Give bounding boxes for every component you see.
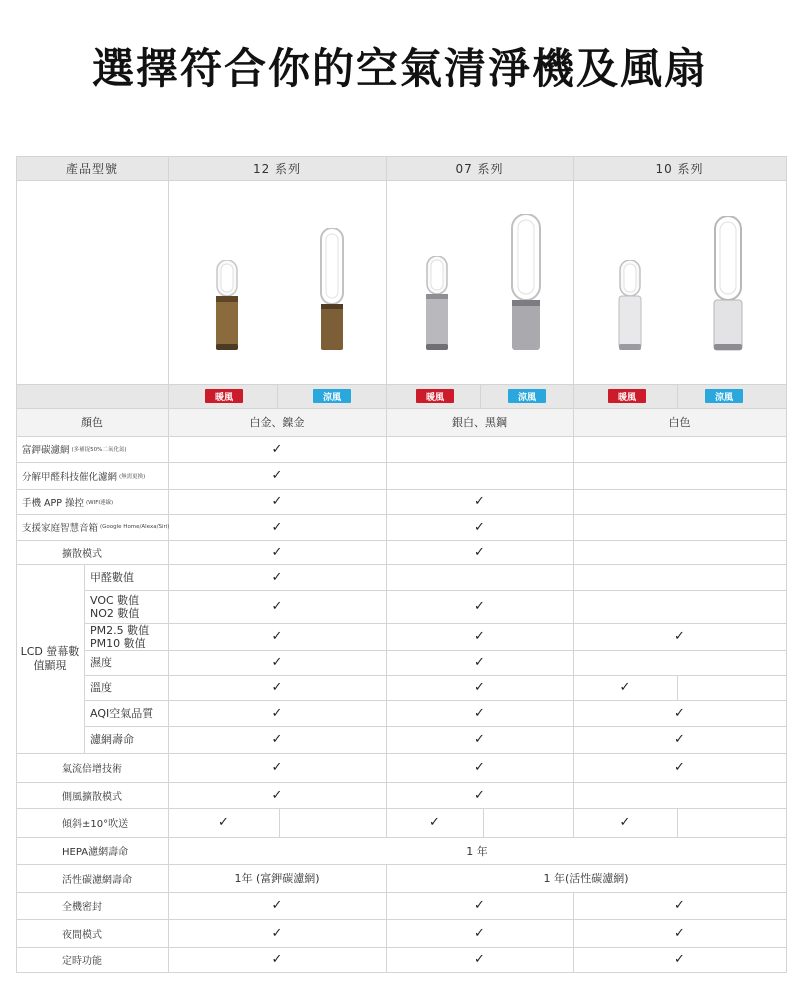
app-check-07: ✓ bbox=[474, 494, 485, 509]
diffuse-label: 擴散模式 bbox=[62, 548, 102, 560]
airflow-check-07: ✓ bbox=[474, 760, 485, 775]
side-diffuse-check-12: ✓ bbox=[271, 787, 283, 803]
side-diffuse-check-07: ✓ bbox=[474, 787, 485, 803]
hcho-label: 甲醛數值 bbox=[90, 570, 134, 584]
hcho-check-12: ✓ bbox=[271, 569, 283, 585]
smart-speaker-check-12: ✓ bbox=[271, 519, 283, 535]
night-check-07: ✓ bbox=[474, 925, 485, 941]
product-10-heat-image bbox=[616, 260, 644, 352]
comparison-table bbox=[16, 156, 787, 973]
diffuse-check-07: ✓ bbox=[474, 544, 485, 560]
night-check-12: ✓ bbox=[271, 925, 283, 941]
carbon-filter-label: 富鉀碳濾網 (多補捉50%二氧化氮) bbox=[22, 445, 127, 456]
mode-cool-12: 涼風 bbox=[313, 389, 351, 403]
humidity-check-12: ✓ bbox=[271, 655, 283, 670]
hepa-value: 1 年 bbox=[466, 844, 488, 858]
tilt-check-07-heat: ✓ bbox=[429, 815, 440, 830]
filter-life-check-10: ✓ bbox=[674, 732, 685, 747]
aqi-check-12: ✓ bbox=[271, 705, 283, 721]
temp-check-10-heat: ✓ bbox=[619, 680, 631, 695]
carbon-filter-check-12: ✓ bbox=[271, 441, 283, 457]
product-12-heat-image bbox=[213, 260, 241, 352]
formaldehyde-check-12: ✓ bbox=[271, 468, 283, 483]
mode-heat-12: 暖風 bbox=[205, 389, 243, 403]
sealed-check-07: ✓ bbox=[474, 898, 485, 913]
night-label: 夜間模式 bbox=[62, 929, 102, 941]
temp-label: 溫度 bbox=[90, 681, 112, 694]
product-07-heat-image bbox=[423, 256, 451, 352]
voc-check-07: ✓ bbox=[474, 599, 485, 614]
mode-cool-07: 涼風 bbox=[508, 389, 546, 403]
color-label: 顏色 bbox=[81, 416, 103, 429]
humidity-check-07: ✓ bbox=[474, 655, 485, 670]
temp-check-12: ✓ bbox=[271, 680, 283, 695]
product-07-cool-image bbox=[507, 214, 545, 352]
pm-label: PM2.5 數值 PM10 數值 bbox=[90, 623, 150, 650]
voc-label: VOC 數值 NO2 數值 bbox=[90, 593, 140, 620]
active-carbon-07-10: 1 年(活性碳濾網) bbox=[543, 872, 629, 885]
tilt-label: 傾斜±10°吹送 bbox=[62, 819, 129, 830]
airflow-label: 氣流倍增技術 bbox=[62, 764, 122, 775]
formaldehyde-label: 分解甲醛科技催化濾網 (無需更換) bbox=[22, 471, 146, 483]
pm-check-10: ✓ bbox=[674, 629, 685, 644]
filter-life-label: 濾網壽命 bbox=[90, 733, 134, 746]
filter-life-check-07: ✓ bbox=[474, 732, 485, 747]
mode-cool-10: 涼風 bbox=[705, 389, 743, 403]
page-title: 選擇符合你的空氣清淨機及風扇 bbox=[91, 44, 708, 93]
active-carbon-label: 活性碳濾網壽命 bbox=[62, 874, 132, 886]
humidity-label: 濕度 bbox=[90, 656, 112, 669]
temp-check-07: ✓ bbox=[474, 680, 485, 695]
night-check-10: ✓ bbox=[674, 925, 685, 941]
smart-speaker-check-07: ✓ bbox=[474, 519, 485, 535]
aqi-check-10: ✓ bbox=[674, 705, 685, 721]
sealed-check-12: ✓ bbox=[271, 898, 283, 913]
sealed-label: 全機密封 bbox=[62, 902, 102, 913]
hepa-label: HEPA濾網壽命 bbox=[62, 847, 129, 858]
sealed-check-10: ✓ bbox=[674, 898, 685, 913]
timer-label: 定時功能 bbox=[62, 956, 102, 967]
pm-check-07: ✓ bbox=[474, 629, 485, 644]
color-07: 銀白、黑鋼 bbox=[452, 416, 507, 429]
model-header: 產品型號 bbox=[65, 161, 118, 176]
app-label: 手機 APP 操控 (WIFI連線) bbox=[22, 497, 114, 509]
series-07-header: 07 系列 bbox=[455, 161, 504, 176]
product-12-cool-image bbox=[317, 228, 347, 352]
series-12-header: 12 系列 bbox=[252, 161, 302, 176]
aqi-check-07: ✓ bbox=[474, 705, 485, 721]
timer-check-07: ✓ bbox=[474, 952, 485, 967]
filter-life-check-12: ✓ bbox=[271, 732, 283, 747]
app-check-12: ✓ bbox=[271, 494, 283, 509]
mode-heat-07: 暖風 bbox=[416, 389, 454, 403]
product-10-cool-image bbox=[710, 216, 746, 352]
side-diffuse-label: 側風擴散模式 bbox=[62, 791, 122, 803]
tilt-check-10-heat: ✓ bbox=[619, 815, 631, 830]
pm-check-12: ✓ bbox=[271, 629, 283, 644]
timer-check-10: ✓ bbox=[674, 952, 685, 967]
series-10-header: 10 系列 bbox=[655, 161, 704, 176]
airflow-check-10: ✓ bbox=[674, 760, 685, 775]
mode-heat-10: 暖風 bbox=[608, 389, 646, 403]
tilt-check-12-heat: ✓ bbox=[218, 815, 229, 830]
mode-band bbox=[16, 384, 787, 408]
active-carbon-12: 1年 (富鉀碳濾網) bbox=[234, 872, 320, 885]
airflow-check-12: ✓ bbox=[271, 760, 283, 775]
timer-check-12: ✓ bbox=[271, 952, 283, 967]
color-10: 白色 bbox=[668, 416, 691, 429]
smart-speaker-label: 支援家庭智慧音箱 (Google Home/Alexa/Siri) bbox=[22, 523, 170, 534]
color-12: 白金、鎳金 bbox=[249, 416, 305, 429]
diffuse-check-12: ✓ bbox=[271, 544, 283, 560]
lcd-group-label: LCD 螢幕數值顯現 bbox=[20, 644, 80, 672]
aqi-label: AQI空氣品質 bbox=[90, 706, 154, 720]
voc-check-12: ✓ bbox=[271, 599, 283, 614]
